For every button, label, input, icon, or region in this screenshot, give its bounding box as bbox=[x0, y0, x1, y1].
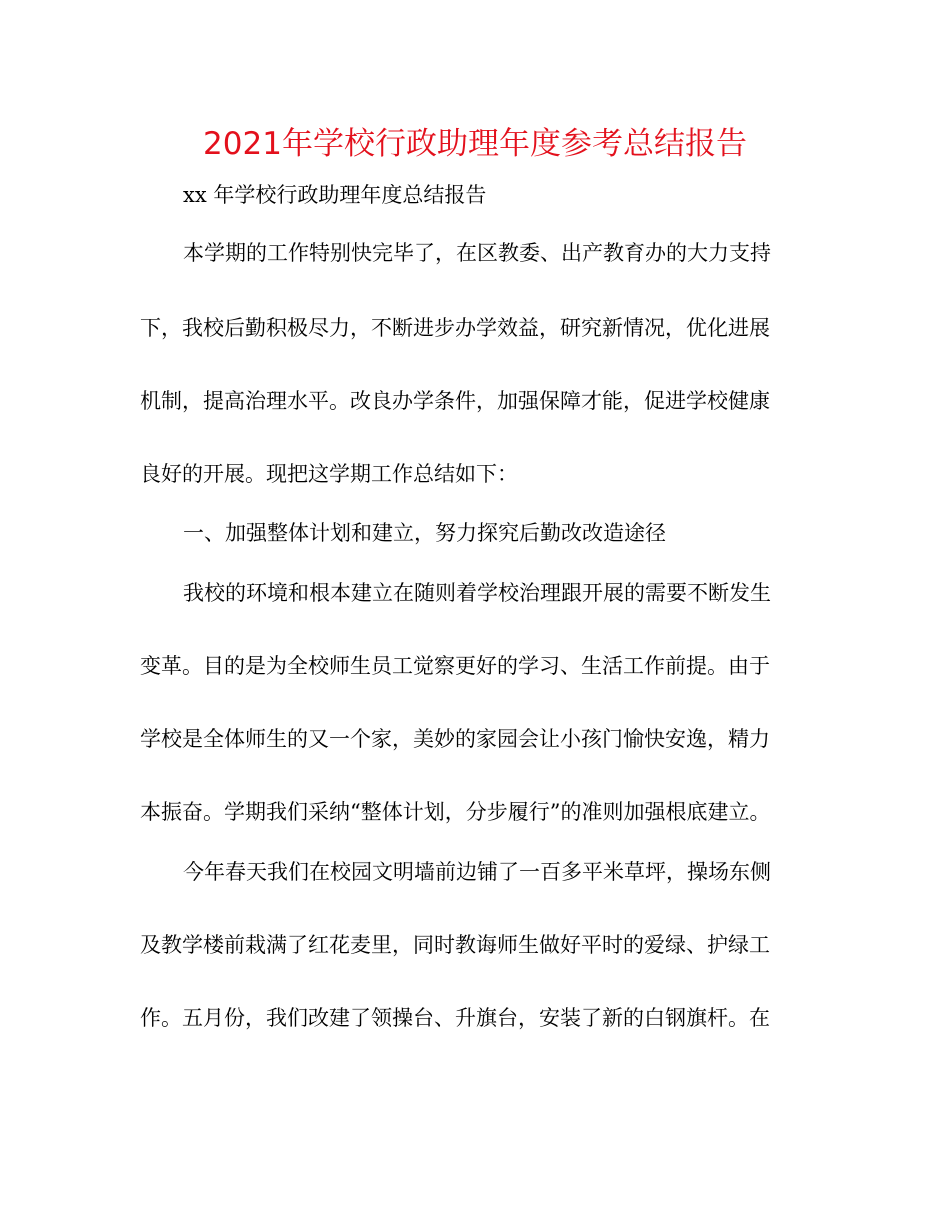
paragraph-line: 变革。目的是为全校师生员工觉察更好的学习、生活工作前提。由于 bbox=[140, 654, 770, 678]
paragraph-line: 良好的开展。现把这学期工作总结如下： bbox=[140, 462, 518, 486]
document-title: 2021年学校行政助理年度参考总结报告 bbox=[203, 126, 747, 162]
paragraph-line: 及教学楼前栽满了红花麦里，同时教诲师生做好平时的爱绿、护绿工 bbox=[140, 933, 770, 957]
paragraph-line: 学校是全体师生的又一个家，美妙的家园会让小孩门愉快安逸，精力 bbox=[140, 727, 770, 751]
paragraph-line: 今年春天我们在校园文明墙前边铺了一百多平米草坪，操场东侧 bbox=[183, 860, 771, 884]
paragraph-line: 作。五月份，我们改建了领操台、升旗台，安装了新的白钢旗杆。在 bbox=[140, 1006, 770, 1030]
subtitle-line: xx 年学校行政助理年度总结报告 bbox=[183, 183, 487, 207]
paragraph-line: 机制，提高治理水平。改良办学条件，加强保障才能，促进学校健康 bbox=[140, 389, 770, 413]
paragraph-line: 本学期的工作特别快完毕了，在区教委、出产教育办的大力支持 bbox=[183, 241, 771, 265]
paragraph-line: 本振奋。学期我们采纳“整体计划，分步履行”的准则加强根底建立。 bbox=[140, 800, 771, 824]
paragraph-line: 下，我校后勤积极尽力，不断进步办学效益，研究新情况，优化进展 bbox=[140, 316, 770, 340]
section-heading: 一、加强整体计划和建立，努力探究后勤改改造途径 bbox=[183, 521, 666, 545]
paragraph-line: 我校的环境和根本建立在随则着学校治理跟开展的需要不断发生 bbox=[183, 581, 771, 605]
